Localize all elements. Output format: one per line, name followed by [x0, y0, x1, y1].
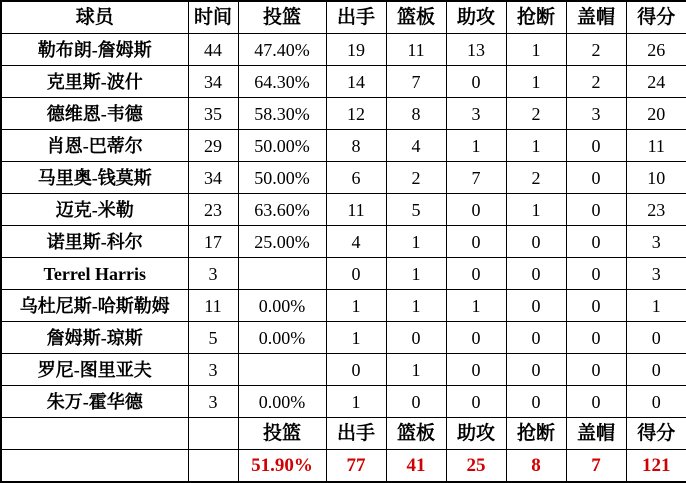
player-row-cell-attempts: 11 [326, 194, 386, 226]
summary-header-row-cell-rebounds: 篮板 [386, 418, 446, 450]
player-row-cell-steals: 1 [506, 194, 566, 226]
player-row-cell-assists: 1 [446, 130, 506, 162]
player-row-cell-blocks: 0 [566, 290, 626, 322]
player-row-cell-rebounds: 1 [386, 258, 446, 290]
player-row-cell-attempts: 1 [326, 386, 386, 418]
col-header-player: 球员 [1, 1, 188, 34]
totals-row-cell-minutes [188, 450, 238, 483]
player-row-cell-assists: 3 [446, 98, 506, 130]
player-row-cell-rebounds: 11 [386, 34, 446, 66]
player-row-cell-blocks: 0 [566, 130, 626, 162]
player-row-cell-player: 朱万-霍华德 [1, 386, 188, 418]
player-row-cell-fg-pct: 58.30% [238, 98, 326, 130]
player-row-cell-fg-pct: 50.00% [238, 162, 326, 194]
player-row-cell-blocks: 3 [566, 98, 626, 130]
player-row-cell-assists: 0 [446, 386, 506, 418]
player-row-cell-attempts: 1 [326, 322, 386, 354]
player-row-cell-blocks: 0 [566, 386, 626, 418]
player-row [1, 34, 686, 66]
player-row-cell-minutes: 35 [188, 98, 238, 130]
player-row-cell-player: 德维恩-韦德 [1, 98, 188, 130]
player-row-cell-points: 23 [626, 194, 686, 226]
player-row-cell-assists: 0 [446, 66, 506, 98]
summary-header-row-cell-blocks: 盖帽 [566, 418, 626, 450]
summary-header-row-cell-points: 得分 [626, 418, 686, 450]
player-row-cell-minutes: 34 [188, 162, 238, 194]
col-header-steals: 抢断 [506, 1, 566, 34]
player-row-cell-minutes: 44 [188, 34, 238, 66]
col-header-rebounds: 篮板 [386, 1, 446, 34]
player-row-cell-points: 0 [626, 354, 686, 386]
player-row-cell-assists: 0 [446, 226, 506, 258]
player-row-cell-player: 勒布朗-詹姆斯 [1, 34, 188, 66]
player-row [1, 226, 686, 258]
player-row-cell-assists: 13 [446, 34, 506, 66]
player-row-cell-fg-pct: 50.00% [238, 130, 326, 162]
player-row [1, 290, 686, 322]
totals-row-cell-player [1, 450, 188, 483]
player-row-cell-blocks: 0 [566, 322, 626, 354]
player-row-cell-player: 迈克-米勒 [1, 194, 188, 226]
player-row-cell-points: 3 [626, 226, 686, 258]
player-row-cell-steals: 1 [506, 34, 566, 66]
player-row-cell-points: 3 [626, 258, 686, 290]
summary-header-row [1, 418, 686, 450]
col-header-points: 得分 [626, 1, 686, 34]
summary-header-row-cell-assists: 助攻 [446, 418, 506, 450]
summary-header-row-cell-attempts: 出手 [326, 418, 386, 450]
player-row-cell-rebounds: 1 [386, 354, 446, 386]
player-row-cell-attempts: 8 [326, 130, 386, 162]
totals-row-cell-points: 121 [626, 450, 686, 483]
col-header-attempts: 出手 [326, 1, 386, 34]
player-row-cell-fg-pct: 0.00% [238, 322, 326, 354]
player-row-cell-points: 11 [626, 130, 686, 162]
col-header-minutes: 时间 [188, 1, 238, 34]
totals-row [1, 450, 686, 483]
player-row [1, 354, 686, 386]
header-row [1, 1, 686, 34]
totals-row-cell-attempts: 77 [326, 450, 386, 483]
totals-row-cell-assists: 25 [446, 450, 506, 483]
player-row-cell-points: 10 [626, 162, 686, 194]
player-row-cell-minutes: 5 [188, 322, 238, 354]
player-row [1, 66, 686, 98]
player-row-cell-fg-pct: 47.40% [238, 34, 326, 66]
player-row-cell-assists: 0 [446, 322, 506, 354]
totals-row-cell-rebounds: 41 [386, 450, 446, 483]
player-row-cell-rebounds: 0 [386, 322, 446, 354]
player-row [1, 98, 686, 130]
player-row-cell-minutes: 34 [188, 66, 238, 98]
player-row-cell-attempts: 1 [326, 290, 386, 322]
player-row-cell-steals: 0 [506, 290, 566, 322]
player-row-cell-blocks: 0 [566, 226, 626, 258]
player-row-cell-player: 马里奥-钱莫斯 [1, 162, 188, 194]
player-row-cell-fg-pct: 25.00% [238, 226, 326, 258]
player-row-cell-fg-pct [238, 258, 326, 290]
player-row-cell-steals: 0 [506, 354, 566, 386]
player-row-cell-attempts: 0 [326, 258, 386, 290]
player-row [1, 130, 686, 162]
player-row-cell-steals: 2 [506, 162, 566, 194]
player-row-cell-blocks: 2 [566, 34, 626, 66]
player-row-cell-steals: 1 [506, 66, 566, 98]
player-row-cell-points: 26 [626, 34, 686, 66]
player-row-cell-rebounds: 0 [386, 386, 446, 418]
player-row-cell-steals: 0 [506, 258, 566, 290]
player-row-cell-rebounds: 4 [386, 130, 446, 162]
player-row-cell-steals: 0 [506, 226, 566, 258]
player-row-cell-fg-pct: 64.30% [238, 66, 326, 98]
player-row-cell-player: 克里斯-波什 [1, 66, 188, 98]
player-row-cell-rebounds: 5 [386, 194, 446, 226]
player-row-cell-steals: 0 [506, 386, 566, 418]
player-row-cell-points: 24 [626, 66, 686, 98]
player-row-cell-rebounds: 8 [386, 98, 446, 130]
player-row-cell-assists: 0 [446, 354, 506, 386]
player-row-cell-attempts: 19 [326, 34, 386, 66]
player-row-cell-rebounds: 1 [386, 226, 446, 258]
col-header-blocks: 盖帽 [566, 1, 626, 34]
col-header-fg-pct: 投篮 [238, 1, 326, 34]
player-row-cell-points: 20 [626, 98, 686, 130]
player-row-cell-blocks: 2 [566, 66, 626, 98]
player-row-cell-minutes: 23 [188, 194, 238, 226]
player-row-cell-rebounds: 2 [386, 162, 446, 194]
player-row-cell-fg-pct: 0.00% [238, 290, 326, 322]
player-row-cell-attempts: 14 [326, 66, 386, 98]
player-row-cell-minutes: 3 [188, 354, 238, 386]
player-row-cell-blocks: 0 [566, 162, 626, 194]
player-row-cell-blocks: 0 [566, 354, 626, 386]
player-row [1, 386, 686, 418]
player-row-cell-assists: 0 [446, 258, 506, 290]
summary-header-row-cell-player [1, 418, 188, 450]
player-row-cell-minutes: 3 [188, 258, 238, 290]
player-row-cell-blocks: 0 [566, 258, 626, 290]
player-row [1, 162, 686, 194]
player-row-cell-fg-pct [238, 354, 326, 386]
player-row-cell-attempts: 6 [326, 162, 386, 194]
player-row-cell-fg-pct: 63.60% [238, 194, 326, 226]
player-row-cell-player: 罗尼-图里亚夫 [1, 354, 188, 386]
summary-header-row-cell-minutes [188, 418, 238, 450]
player-row-cell-assists: 7 [446, 162, 506, 194]
player-row-cell-points: 0 [626, 322, 686, 354]
player-row-cell-attempts: 4 [326, 226, 386, 258]
totals-row-cell-fg-pct: 51.90% [238, 450, 326, 483]
player-row-cell-blocks: 0 [566, 194, 626, 226]
totals-row-cell-blocks: 7 [566, 450, 626, 483]
player-row-cell-player: 乌杜尼斯-哈斯勒姆 [1, 290, 188, 322]
player-row-cell-player: 詹姆斯-琼斯 [1, 322, 188, 354]
player-row-cell-player: 诺里斯-科尔 [1, 226, 188, 258]
player-row-cell-player: Terrel Harris [1, 258, 188, 290]
player-row-cell-assists: 0 [446, 194, 506, 226]
player-row-cell-attempts: 12 [326, 98, 386, 130]
player-row-cell-minutes: 3 [188, 386, 238, 418]
player-row-cell-steals: 1 [506, 130, 566, 162]
player-row-cell-steals: 2 [506, 98, 566, 130]
player-row-cell-minutes: 17 [188, 226, 238, 258]
player-row-cell-minutes: 29 [188, 130, 238, 162]
player-row-cell-fg-pct: 0.00% [238, 386, 326, 418]
player-row-cell-minutes: 11 [188, 290, 238, 322]
table-body [1, 34, 686, 483]
player-row-cell-rebounds: 1 [386, 290, 446, 322]
summary-header-row-cell-steals: 抢断 [506, 418, 566, 450]
player-row-cell-steals: 0 [506, 322, 566, 354]
player-row-cell-assists: 1 [446, 290, 506, 322]
player-row-cell-attempts: 0 [326, 354, 386, 386]
player-row [1, 194, 686, 226]
player-row [1, 258, 686, 290]
player-row-cell-player: 肖恩-巴蒂尔 [1, 130, 188, 162]
player-row-cell-points: 1 [626, 290, 686, 322]
player-row [1, 322, 686, 354]
summary-header-row-cell-fg-pct: 投篮 [238, 418, 326, 450]
player-row-cell-points: 0 [626, 386, 686, 418]
col-header-assists: 助攻 [446, 1, 506, 34]
player-row-cell-rebounds: 7 [386, 66, 446, 98]
totals-row-cell-steals: 8 [506, 450, 566, 483]
